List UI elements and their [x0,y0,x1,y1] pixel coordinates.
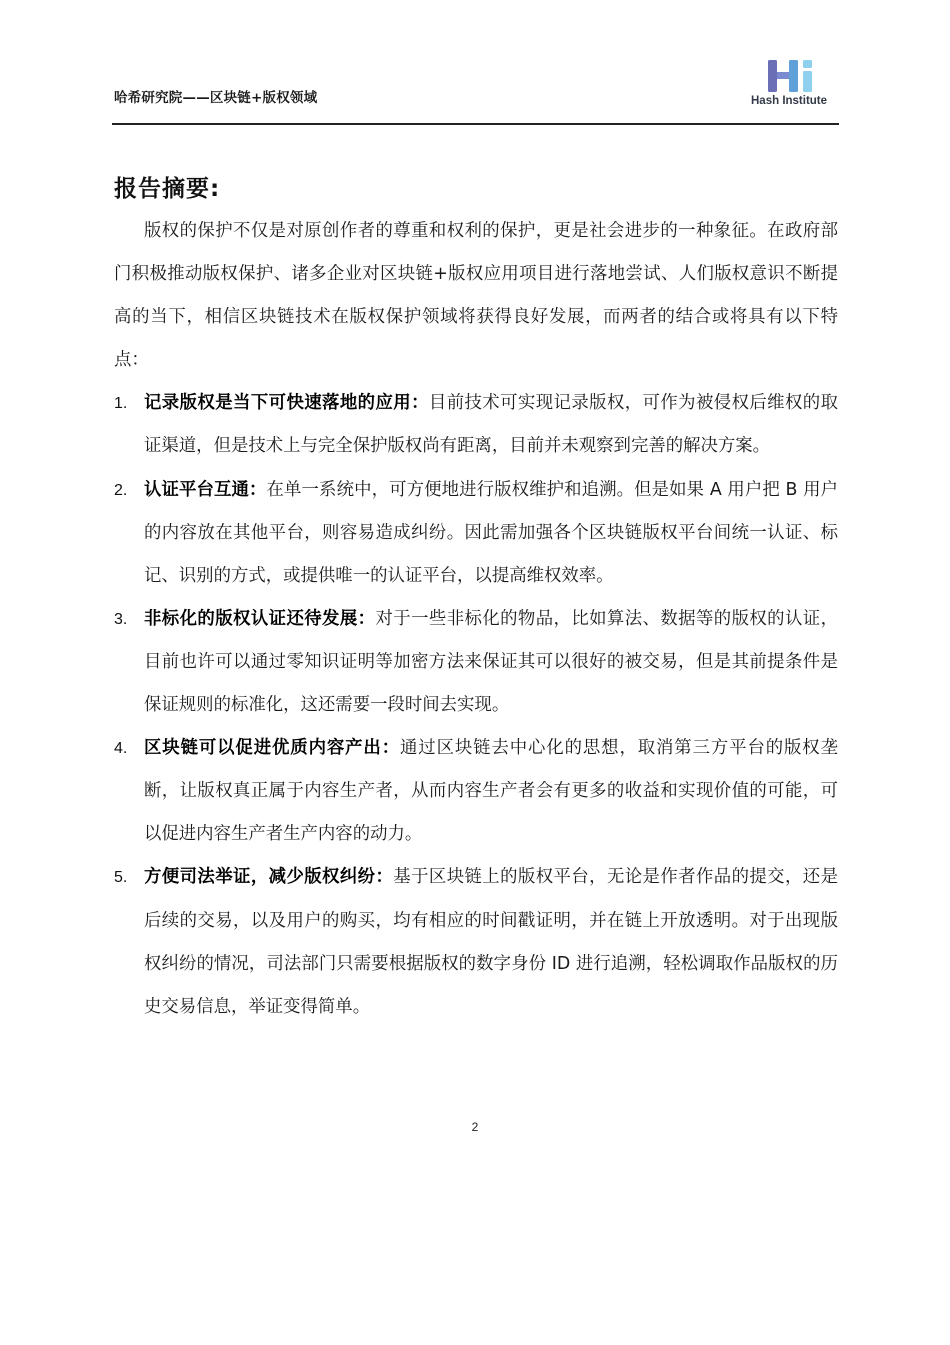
list-item-number: 2. [114,481,128,499]
list-item-heading: 区块链可以促进优质内容产出： [144,738,401,759]
list-item [114,382,838,468]
list-item-text: 目前技术可实现记录版权，可作为被侵权后维权的取证渠道，但是技术上与完全保护版权尚有距离，目前并未观察到完善的解决方案。 [144,393,838,457]
list-item-text: 通过区块链去中心化的思想，取消第三方平台的版权垄断，让版权真正属于内容生产者，从而内容生产者会有更多的收益和实现价值的可能，可以促进内容生产者生产内容的动力。 [144,738,838,845]
feature-list [114,382,838,1028]
section-title: 报告摘要: [114,176,221,202]
list-item [114,598,838,727]
list-item-number: 4. [114,740,128,758]
list-item-text: 对于一些非标化的物品，比如算法、数据等的版权的认证，目前也许可以通过零知识证明等加密方法来保证其可以很好的被交易，但是其前提条件是保证规则的标准化，这还需要一段时间去实现。 [144,608,838,716]
logo-text: Hash Institute [751,95,828,107]
list-item [114,469,838,598]
list-item-heading: 认证平台互通： [144,479,267,500]
hash-institute-logo [748,58,840,110]
list-item-number: 5. [114,869,128,887]
list-item-text: 在单一系统中，可方便地进行版权维护和追溯。但是如果 A 用户把 B 用户的内容放在其他平台，则容易造成纠纷。因此需加强各个区块链版权平台间统一认证、标记、识别的方式，或提供唯一的认证平台，以提高维权效率。 [144,479,838,586]
list-item [114,856,838,1028]
hi-logo-icon [766,58,820,94]
logo-bar-right [789,60,798,92]
intro-paragraph: 版权的保护不仅是对原创作者的尊重和权利的保护，更是社会进步的一种象征。在政府部门积极推动版权保护、诸多企业对区块链+版权应用项目进行落地尝试、人们版权意识不断提高的当下，相信区块链技术在版权保护领域将获得良好发展，而两者的结合或将具有以下特点： [114,221,838,371]
list-item-text: 基于区块链上的版权平台，无论是作者作品的提交，还是后续的交易，以及用户的购买，均有相应的时间戳证明，并在链上开放透明。对于出现版权纠纷的情况，司法部门只需要根据版权的数字身份 ID 进行追溯，轻松调取作品版权的历史交易信息，举证变得简单。 [144,867,838,1017]
list-item-heading: 方便司法举证，减少版权纠纷： [144,867,394,888]
report-body [114,210,838,1029]
list-item-number: 1. [114,395,128,413]
list-item-heading: 非标化的版权认证还待发展： [144,608,376,629]
logo-bar-left [768,60,777,92]
header-title: 哈希研究院——区块链+版权领域 [114,90,318,106]
logo-i-dot [803,60,812,68]
page-number: 2 [471,1120,479,1134]
logo-i-stem [803,71,812,92]
logo-bar-middle [777,72,789,79]
list-item-number: 3. [114,610,128,628]
list-item-heading: 记录版权是当下可快速落地的应用： [144,393,429,414]
list-item [114,727,838,856]
header-divider [112,123,839,125]
